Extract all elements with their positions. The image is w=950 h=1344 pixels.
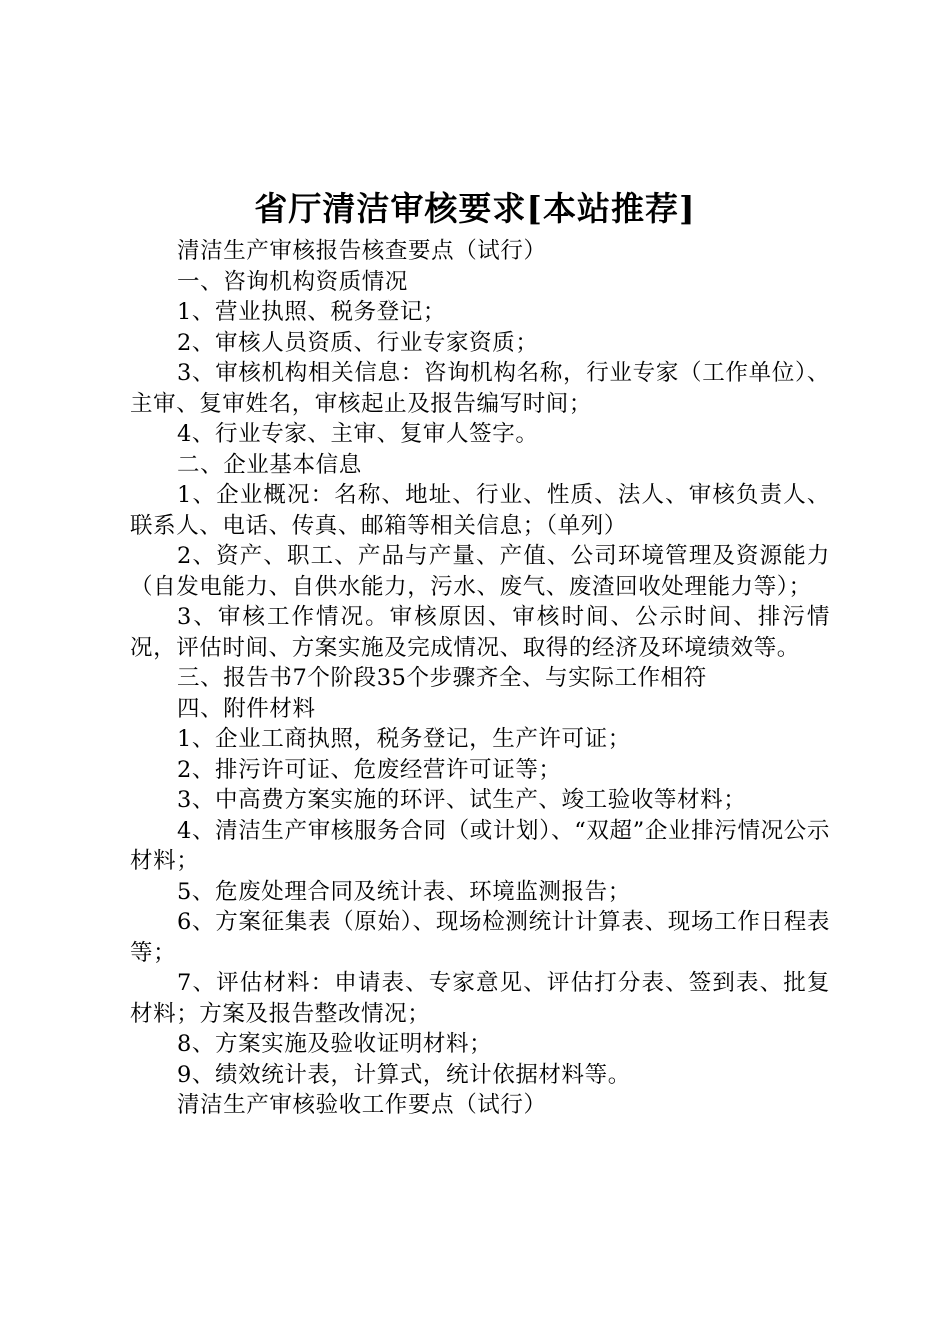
paragraph-item: 1、企业工商执照，税务登记，生产许可证； — [177, 726, 631, 752]
paragraph-item: 4、行业专家、主审、复审人签字。 — [177, 421, 539, 447]
paragraph-item: 3、中高费方案实施的环评、试生产、竣工验收等材料； — [177, 787, 747, 813]
paragraph-section-3-heading: 三、报告书7个阶段35个步骤齐全、与实际工作相符 — [177, 665, 707, 691]
paragraph-acceptance-heading: 清洁生产审核验收工作要点（试行） — [177, 1092, 547, 1118]
document-body — [130, 236, 830, 1121]
paragraph-section-2-heading: 二、企业基本信息 — [177, 451, 362, 478]
paragraph-item: 2、资产、职工、产品与产量、产值、公司环境管理及资源能力（自发电能力、自供水能力，污水、废气、废渣回收处理能力等）； — [130, 543, 830, 600]
paragraph-section-4-heading: 四、附件材料 — [177, 695, 316, 722]
paragraph-item: 6、方案征集表（原始）、现场检测统计计算表、现场工作日程表等； — [130, 909, 830, 966]
paragraph-item: 2、审核人员资质、行业专家资质； — [177, 329, 539, 356]
paragraph-item: 3、审核机构相关信息：咨询机构名称，行业专家（工作单位）、主审、复审姓名，审核起止及报告编写时间； — [130, 360, 830, 417]
paragraph-item: 3、审核工作情况。审核原因、审核时间、公示时间、排污情况，评估时间、方案实施及完成情况、取得的经济及环境绩效等。 — [130, 604, 830, 661]
paragraph-item: 8、方案实施及验收证明材料； — [177, 1031, 493, 1057]
paragraph-item: 1、营业执照、税务登记； — [177, 299, 447, 325]
paragraph-item: 2、排污许可证、危废经营许可证等； — [177, 756, 562, 783]
paragraph-item: 5、危废处理合同及统计表、环境监测报告； — [177, 878, 631, 905]
paragraph-item: 7、评估材料：申请表、专家意见、评估打分表、签到表、批复材料；方案及报告整改情况； — [130, 970, 830, 1027]
paragraph-section-1-heading: 一、咨询机构资质情况 — [177, 268, 409, 295]
document-title: 省厅清洁审核要求[本站推荐] — [254, 189, 696, 228]
paragraph-item: 9、绩效统计表，计算式，统计依据材料等。 — [177, 1061, 631, 1088]
paragraph-item: 4、清洁生产审核服务合同（或计划）、“双超”企业排污情况公示材料； — [130, 817, 830, 874]
paragraph-item: 1、企业概况：名称、地址、行业、性质、法人、审核负责人、联系人、电话、传真、邮箱等相关信息；（单列） — [130, 482, 830, 539]
paragraph-report-check-heading: 清洁生产审核报告核查要点（试行） — [177, 238, 547, 264]
